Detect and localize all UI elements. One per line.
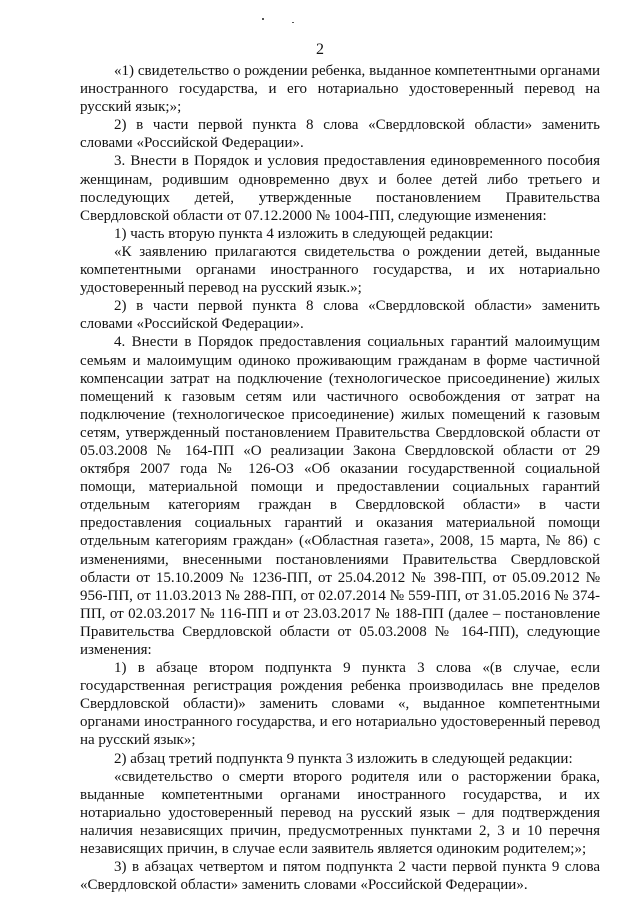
paragraph: «свидетельство о смерти второго родителя или о расторжении брака, выданные компетентными органами иностранного государства, и их нотариально удостоверенный перевод на русский язык – для подтверждения наличия независящих причин, предусмотренных пунктами 2, 3 и 10 перечня независящих причин, в случае если заявитель является одиноким родителем;»; — [80, 768, 600, 858]
paragraph: «1) свидетельство о рождении ребенка, выданное компетентными органами иностранного государства, и его нотариально удостоверенный перевод на русский язык;»; — [80, 63, 600, 116]
paragraph: 2) в части первой пункта 8 слова «Свердловской области» заменить словами «Российской Федерации». — [80, 117, 600, 152]
paragraph: 1) в абзаце втором подпункта 9 пункта 3 слова «(в случае, если государственная регистрация рождения ребенка производилась вне пределов Свердловской области)» заменить словами «, выданное компетентными органами иностранного государства, и его нотариально удостоверенный перевод на русский язык»; — [80, 660, 600, 749]
paragraph: 2) в части первой пункта 8 слова «Свердловской области» заменить словами «Российской Федерации». — [80, 298, 600, 333]
paragraph: 1) часть вторую пункта 4 изложить в следующей редакции: — [114, 225, 494, 242]
paragraph: 2) абзац третий подпункта 9 пункта 3 изложить в следующей редакции: — [114, 750, 573, 767]
paragraph: 4. Внести в Порядок предоставления социальных гарантий малоимущим семьям и малоимущим одиноко проживающим гражданам в форме частичной компенсации затрат на подключение (технологическое присоединение) жилых помещений к газовым сетям или частичного освобождения от затрат на подключение (технологическое присоединение) жилых помещений к газовым сетям, утвержденный постановлением Правительства Свердловской области от 05.03.2008 № 164-ПП «О реализации Закона Свердловской области от 29 октября 2007 года № 126-ОЗ «Об оказании государственной социальной помощи, материальной помощи и предоставлении социальных гарантий отдельным категориям граждан в Свердловской области» в части предоставления социальных гарантий и оказания материальной помощи отдельным категориям граждан» («Областная газета», 2008, 15 марта, № 86) с изменениями, внесенными постановлениями Правительства Свердловской области от 15.10.2009 № 1236-ПП, от 25.04.2012 № 398-ПП, от 05.09.2012 № 956-ПП, от 11.03.2013 № 288-ПП, от 02.07.2014 № 559-ПП, от 31.05.2016 № 374-ПП, от 02.03.2017 № 116-ПП и от 23.03.2017 № 188-ПП (далее – постановление Правительства Свердловской области от 05.03.2008 № 164-ПП), следующие изменения: — [80, 334, 600, 658]
scan-speck — [292, 22, 294, 23]
document-body — [80, 62, 600, 894]
paragraph: 3. Внести в Порядок и условия предоставления единовременного пособия женщинам, родившим одновременно двух и более детей либо третьего и последующих детей, утвержденные постановлением Правительства Свердловской области от 07.12.2000 № 1004-ПП, следующие изменения: — [80, 153, 600, 224]
scan-speck — [262, 18, 264, 20]
paragraph: «К заявлению прилагаются свидетельства о рождении детей, выданные компетентными органами иностранного государства, и их нотариально удостоверенный перевод на русский язык.»; — [80, 243, 600, 297]
page-number: 2 — [316, 41, 324, 58]
paragraph: 3) в абзацах четвертом и пятом подпункта 2 части первой пункта 9 слова «Свердловской области» заменить словами «Российской Федерации». — [80, 859, 600, 894]
